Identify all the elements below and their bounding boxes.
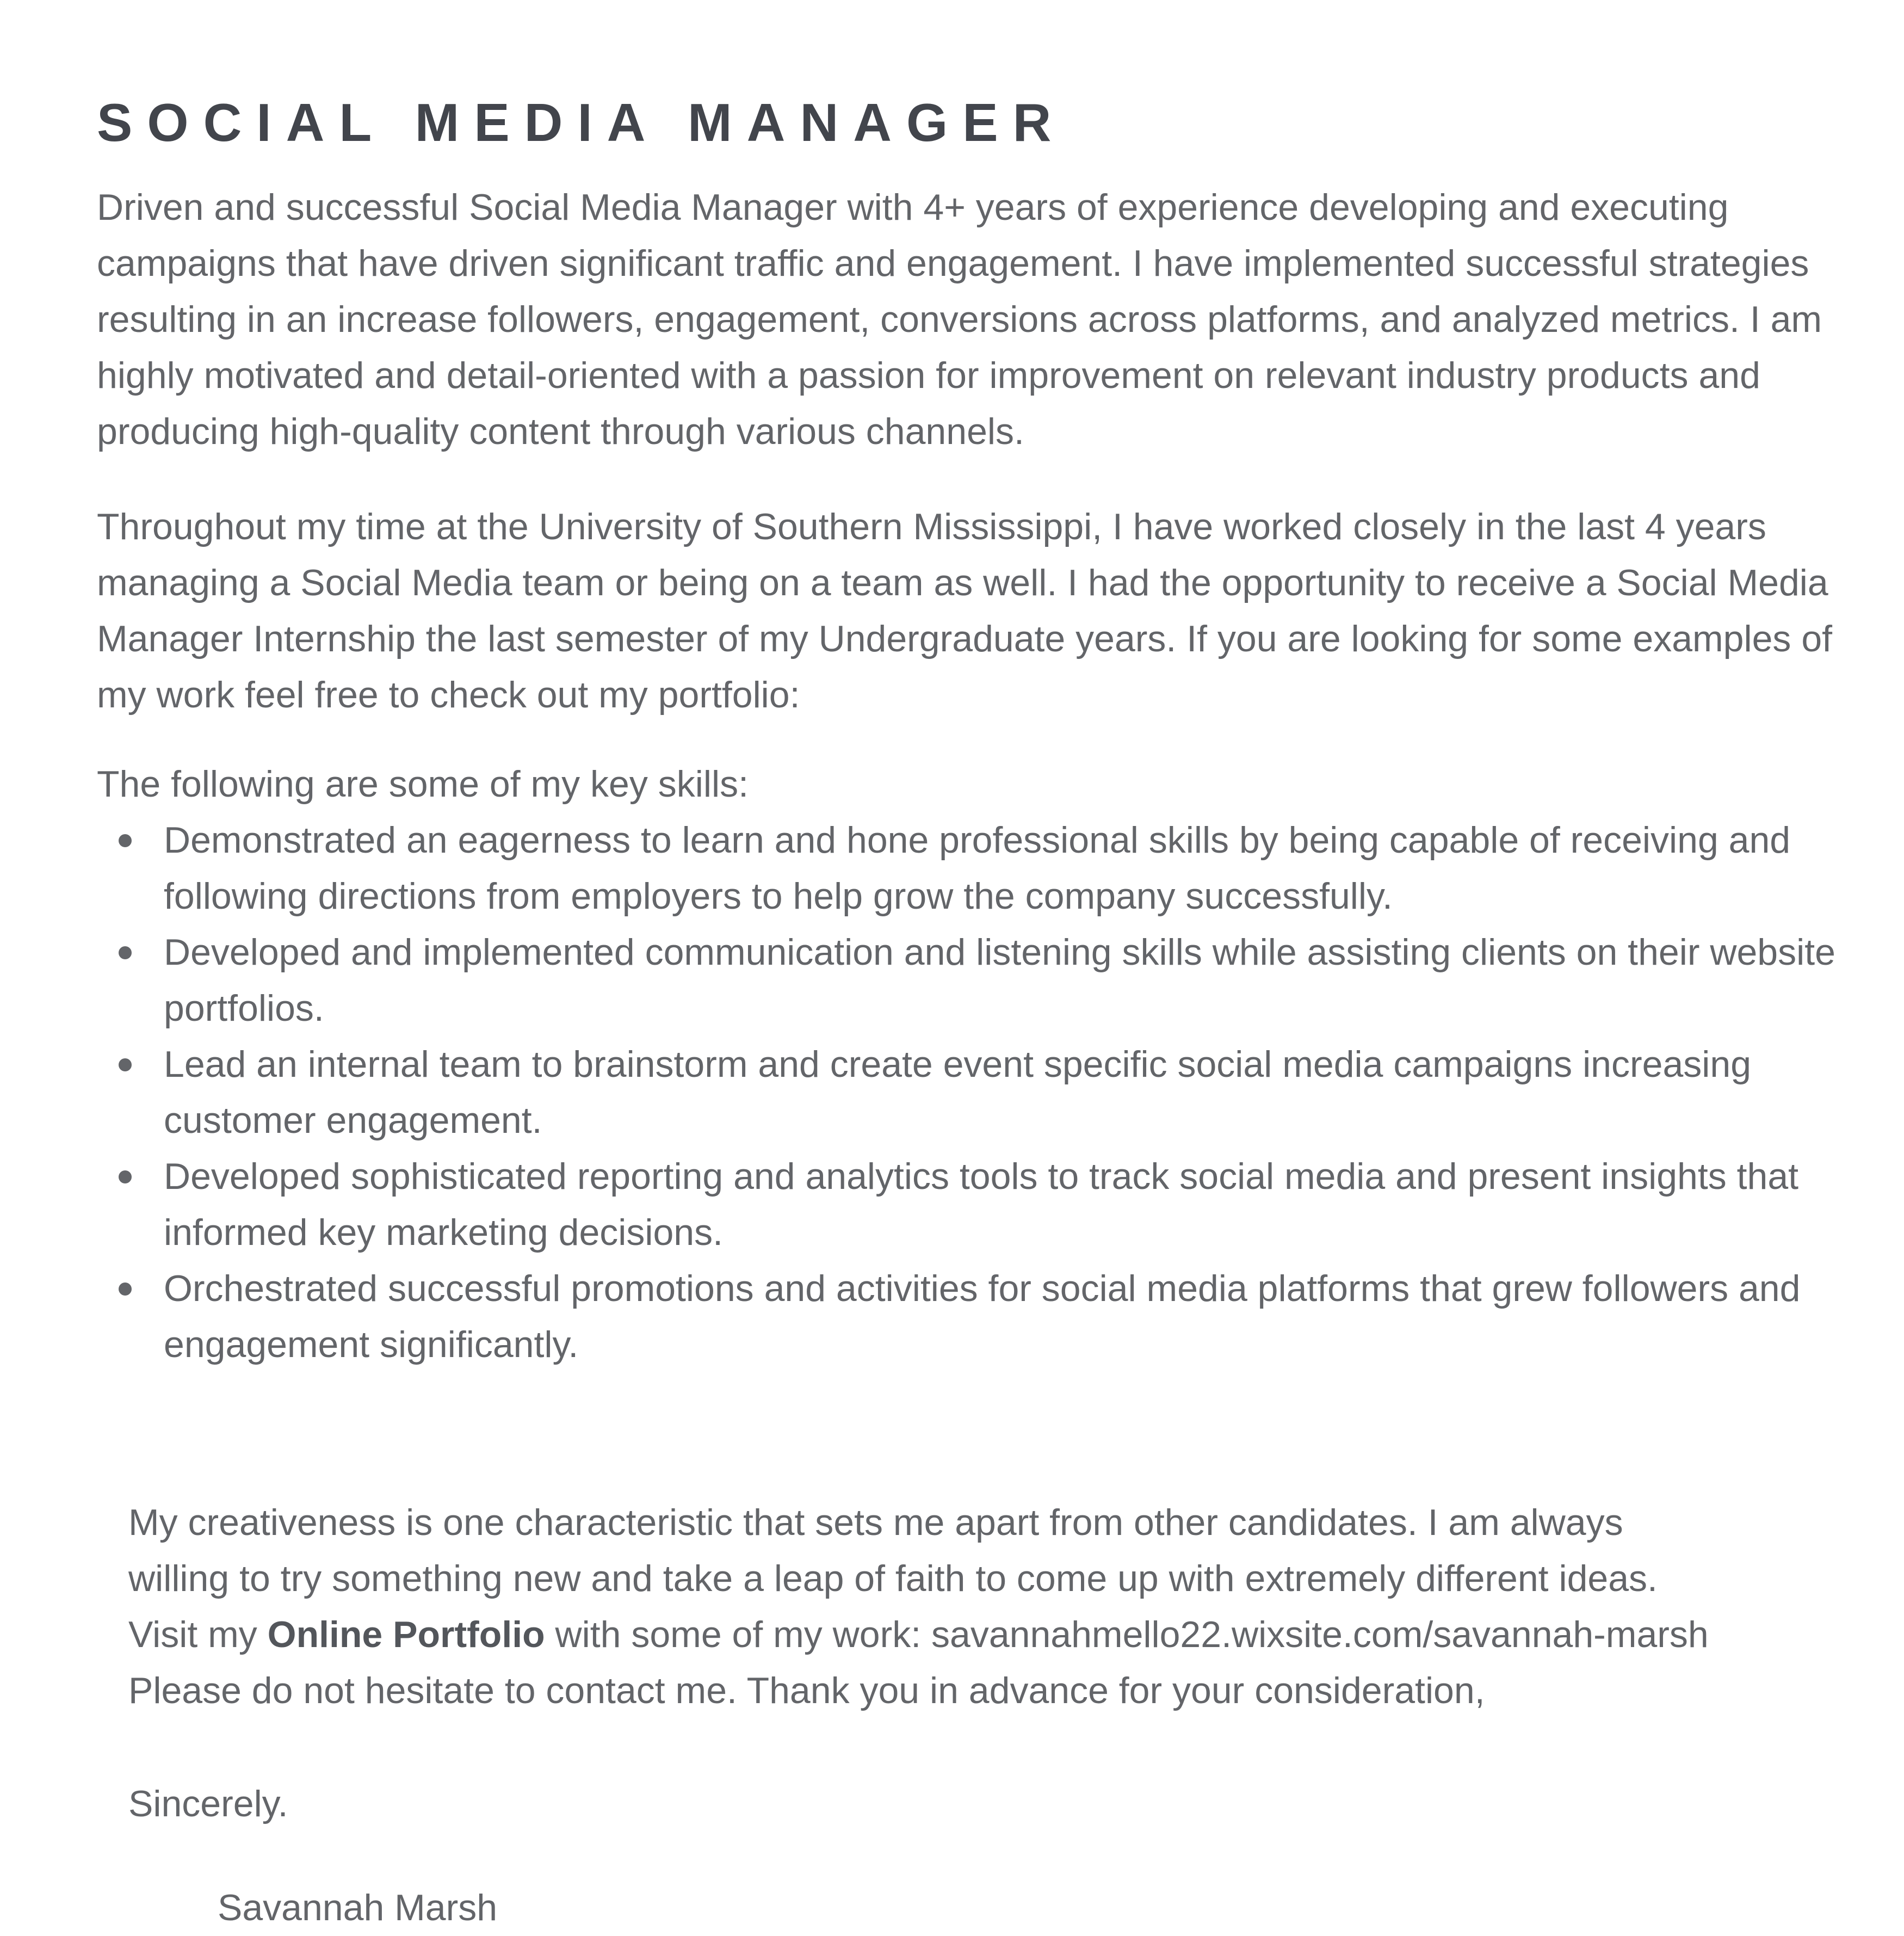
closing-line-1: My creativeness is one characteristic that sets me apart from other candidates. I am always <box>128 1502 1623 1543</box>
closing-line-3 <box>128 1607 1891 1663</box>
list-item <box>97 1037 1849 1149</box>
bullet-icon <box>119 834 132 847</box>
closing-paragraph <box>128 1495 1891 1719</box>
skill-text: Demonstrated an eagerness to learn and hone professional skills by being capable of receiving and following directions from employers to help grow the company successfully. <box>164 819 1791 917</box>
skill-text: Lead an internal team to brainstorm and create event specific social media campaigns increasing customer engagement. <box>164 1044 1752 1141</box>
experience-paragraph: Throughout my time at the University of Southern Mississippi, I have worked closely in the last 4 years managing a Social Media team or being on a team as well. I had the opportunity to receive a Social Media Manager Internship the last semester of my Undergraduate years. If you are looking for some examples of my work feel free to check out my portfolio: <box>97 506 1833 716</box>
portfolio-url-text: with some of my work: savannahmello22.wixsite.com/savannah-marsh <box>545 1614 1709 1655</box>
closing-line-4: Please do not hesitate to contact me. Thank you in advance for your consideration, <box>128 1670 1485 1711</box>
bullet-icon <box>119 946 132 959</box>
online-portfolio-label: Online Portfolio <box>267 1614 545 1655</box>
intro-paragraph: Driven and successful Social Media Manager with 4+ years of experience developing and executing campaigns that have driven significant traffic and engagement. I have implemented successful strategies resulting in an increase followers, engagement, conversions across platforms, and analyzed metrics. I am highly motivated and detail-oriented with a passion for improvement on relevant industry products and producing high-quality content through various channels. <box>97 187 1822 452</box>
list-item <box>97 1149 1849 1261</box>
sign-off: Sincerely. <box>128 1783 288 1824</box>
list-item <box>97 924 1849 1037</box>
list-item <box>97 1261 1849 1373</box>
bullet-icon <box>119 1170 132 1183</box>
portfolio-prefix: Visit my <box>128 1614 268 1655</box>
skill-text: Developed and implemented communication and listening skills while assisting clients on their website portfolios. <box>164 932 1835 1029</box>
skill-text: Orchestrated successful promotions and activities for social media platforms that grew followers and engagement significantly. <box>164 1268 1801 1365</box>
skills-list <box>97 812 1849 1373</box>
list-item <box>97 812 1849 924</box>
closing-line-2: willing to try something new and take a leap of faith to come up with extremely different ideas. <box>128 1558 1658 1599</box>
skills-intro: The following are some of my key skills: <box>97 763 749 805</box>
signature: Savannah Marsh <box>218 1887 498 1928</box>
bullet-icon <box>119 1283 132 1296</box>
page-title: SOCIAL MEDIA MANAGER <box>97 93 1066 152</box>
skill-text: Developed sophisticated reporting and analytics tools to track social media and present insights that informed key marketing decisions. <box>164 1156 1799 1253</box>
bullet-icon <box>119 1058 132 1071</box>
